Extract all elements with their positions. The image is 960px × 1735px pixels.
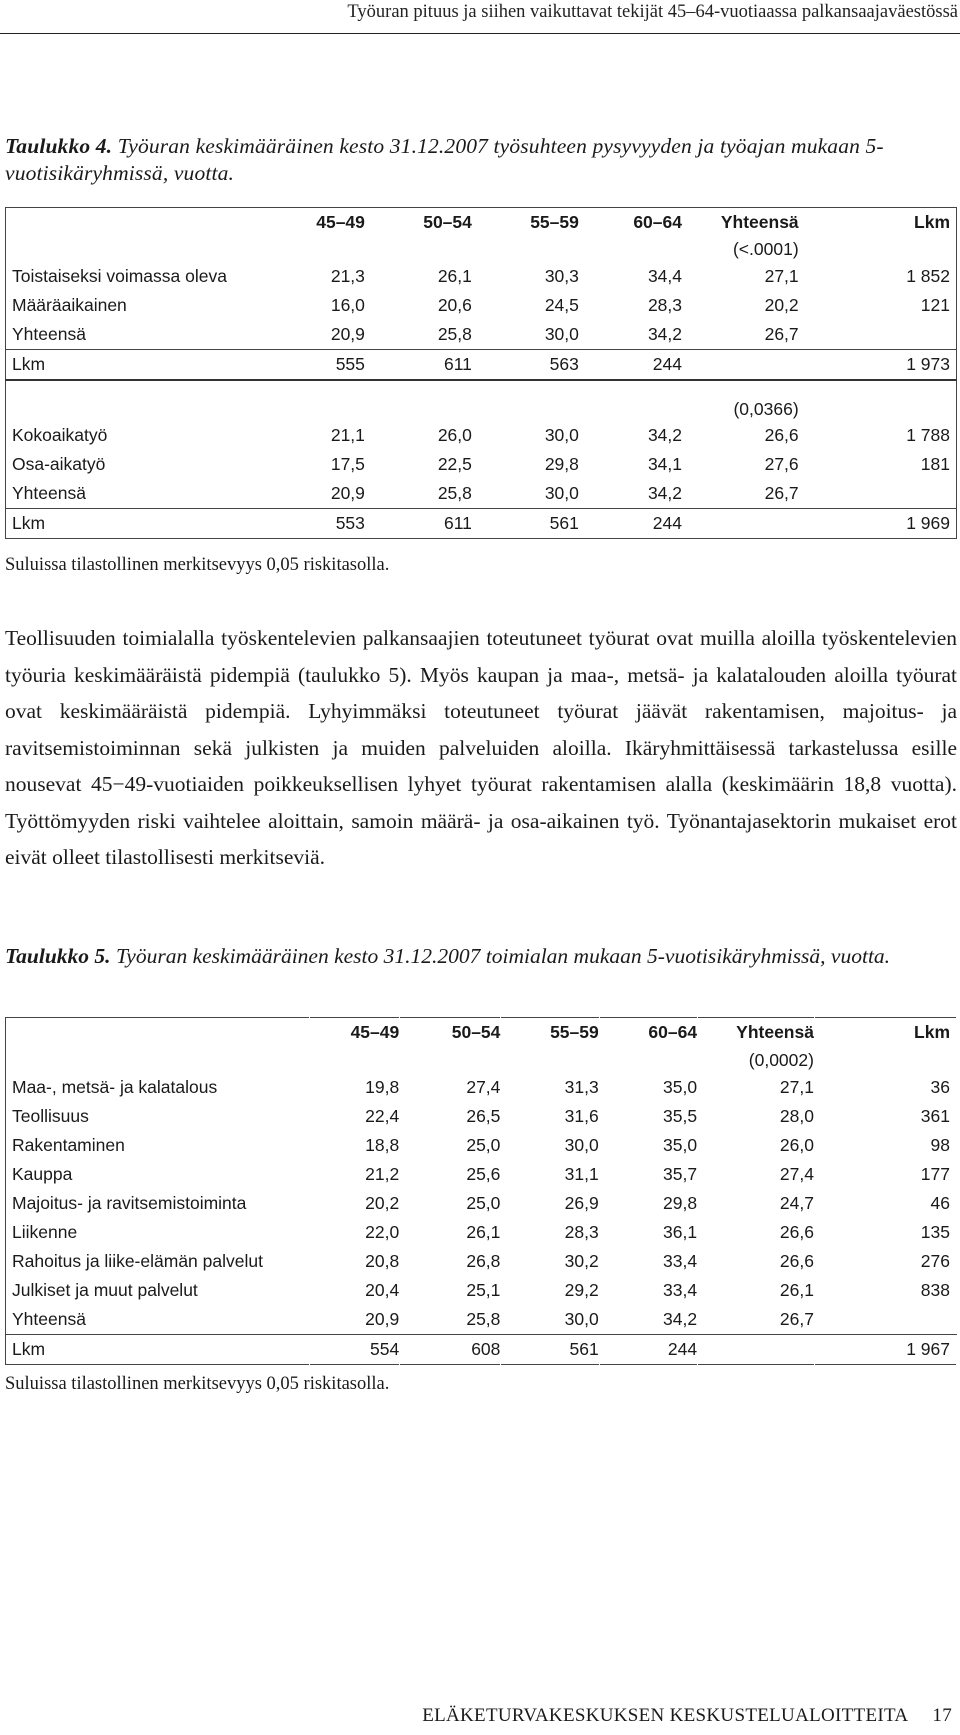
cell: 276 — [920, 1251, 950, 1271]
cell: 26,0 — [437, 425, 472, 445]
table5-header-cell: Lkm — [914, 1022, 950, 1042]
row-label: Maa-, metsä- ja kalatalous — [12, 1077, 218, 1097]
cell: 35,5 — [663, 1106, 698, 1126]
table5-caption-label: Taulukko 5. — [5, 944, 111, 968]
table4-spacer-row — [6, 380, 957, 397]
cell: 244 — [667, 1339, 698, 1359]
cell: 26,7 — [698, 1305, 815, 1335]
table-row — [6, 421, 957, 450]
row-label: Lkm — [12, 354, 46, 374]
cell: 30,0 — [472, 320, 579, 350]
cell: 27,6 — [764, 454, 799, 474]
cell: 27,1 — [779, 1077, 814, 1097]
cell: 29,2 — [564, 1280, 599, 1300]
cell: 34,1 — [647, 454, 682, 474]
cell: 25,8 — [400, 1305, 501, 1335]
row-label: Rakentaminen — [12, 1135, 125, 1155]
cell: 25,0 — [466, 1135, 501, 1155]
row-label: Yhteensä — [6, 320, 273, 350]
row-label: Julkiset ja muut palvelut — [12, 1280, 198, 1300]
row-label: Yhteensä — [6, 1305, 310, 1335]
cell: 30,0 — [472, 479, 579, 509]
cell: 563 — [549, 354, 579, 374]
cell: 31,3 — [564, 1077, 599, 1097]
table4-header-cell — [6, 208, 273, 238]
table-row — [6, 1247, 957, 1276]
table-row — [6, 262, 957, 291]
cell: 26,8 — [466, 1251, 501, 1271]
cell: 29,8 — [544, 454, 579, 474]
cell — [799, 479, 957, 509]
table-row — [6, 1276, 957, 1305]
table5-header-cell: 50–54 — [451, 1022, 501, 1042]
cell: 361 — [920, 1106, 950, 1126]
table5-note: Suluissa tilastollinen merkitsevyys 0,05 riskitasolla. — [5, 1374, 390, 1394]
running-header: Työuran pituus ja siihen vaikuttavat tekijät 45–64-vuotiaassa palkansaajaväestössä — [347, 2, 958, 22]
row-label: Osa-aikatyö — [12, 454, 106, 474]
table5-caption-text: Työuran keskimääräinen kesto 31.12.2007 toimialan mukaan 5-vuotisikäryhmissä, vuotta. — [115, 944, 891, 968]
cell: 30,0 — [501, 1305, 599, 1335]
row-label: Lkm — [12, 513, 46, 533]
table-total-row — [6, 1335, 957, 1365]
cell: 34,4 — [647, 266, 682, 286]
cell: 28,3 — [564, 1222, 599, 1242]
cell: 121 — [920, 295, 950, 315]
cell: 36,1 — [663, 1222, 698, 1242]
cell: 135 — [920, 1222, 950, 1242]
cell: 35,0 — [663, 1077, 698, 1097]
cell: 26,7 — [682, 479, 799, 509]
table5-header-row — [6, 1018, 957, 1048]
cell: 29,8 — [663, 1193, 698, 1213]
table5-header-cell: Yhteensä — [736, 1022, 814, 1042]
row-label: Kokoaikatyö — [12, 425, 108, 445]
table-row — [6, 1218, 957, 1247]
table-total-row — [6, 350, 957, 381]
cell: 177 — [920, 1164, 950, 1184]
page-footer — [12, 1705, 952, 1727]
cell: 17,5 — [330, 454, 365, 474]
row-label: Kauppa — [12, 1164, 73, 1184]
cell: 20,2 — [365, 1193, 400, 1213]
table4-header-cell: 45–49 — [316, 212, 365, 232]
footer-publisher: ELÄKETURVAKESKUKSEN KESKUSTELUALOITTEITA — [422, 1705, 909, 1726]
cell: 244 — [652, 513, 682, 533]
table-row — [6, 320, 957, 350]
cell: 26,1 — [437, 266, 472, 286]
cell: 34,2 — [579, 320, 682, 350]
significance-value: (<.0001) — [732, 239, 799, 259]
cell: 561 — [549, 513, 579, 533]
cell: 20,8 — [365, 1251, 400, 1271]
row-label: Teollisuus — [12, 1106, 89, 1126]
table4 — [5, 207, 957, 539]
row-label: Majoitus- ja ravitsemistoiminta — [12, 1193, 247, 1213]
table4-header-cell: Lkm — [914, 212, 950, 232]
cell: 838 — [920, 1280, 950, 1300]
cell: 25,8 — [365, 479, 472, 509]
table-row — [6, 1189, 957, 1218]
cell: 26,0 — [779, 1135, 814, 1155]
cell: 26,5 — [466, 1106, 501, 1126]
cell: 1 973 — [906, 354, 950, 374]
cell: 1 788 — [906, 425, 950, 445]
cell: 181 — [920, 454, 950, 474]
table5 — [5, 1017, 957, 1365]
significance-value: (0,0002) — [748, 1049, 814, 1070]
row-label: Liikenne — [12, 1222, 78, 1242]
table4-header-cell: Yhteensä — [720, 212, 799, 232]
table4-note: Suluissa tilastollinen merkitsevyys 0,05 riskitasolla. — [5, 555, 390, 575]
cell — [682, 509, 799, 539]
table5-header-cell: 55–59 — [550, 1022, 599, 1042]
table5-header-cell: 60–64 — [648, 1022, 698, 1042]
cell: 26,6 — [764, 425, 799, 445]
cell: 30,0 — [564, 1135, 599, 1155]
cell: 28,0 — [779, 1106, 814, 1126]
table4-header-cell: 60–64 — [633, 212, 682, 232]
cell: 22,4 — [365, 1106, 400, 1126]
cell: 21,2 — [365, 1164, 400, 1184]
cell: 18,8 — [365, 1135, 400, 1155]
cell — [799, 320, 957, 350]
cell: 20,2 — [764, 295, 799, 315]
table-row — [6, 1160, 957, 1189]
cell: 35,7 — [663, 1164, 698, 1184]
row-label: Yhteensä — [6, 479, 273, 509]
row-label: Lkm — [12, 1339, 46, 1359]
table-row — [6, 1102, 957, 1131]
cell: 34,2 — [599, 1305, 697, 1335]
cell: 26,1 — [779, 1280, 814, 1300]
cell: 26,6 — [779, 1251, 814, 1271]
table-row — [6, 479, 957, 509]
cell: 26,9 — [564, 1193, 599, 1213]
cell: 26,7 — [682, 320, 799, 350]
cell: 35,0 — [663, 1135, 698, 1155]
row-label: Toistaiseksi voimassa oleva — [12, 266, 227, 286]
cell: 20,9 — [310, 1305, 400, 1335]
cell: 20,9 — [272, 320, 364, 350]
cell: 25,1 — [466, 1280, 501, 1300]
cell: 16,0 — [330, 295, 365, 315]
cell: 22,5 — [437, 454, 472, 474]
table-row — [6, 450, 957, 479]
table-row — [6, 1131, 957, 1160]
cell: 1 852 — [906, 266, 950, 286]
table4-caption-text: Työuran keskimääräinen kesto 31.12.2007 työsuhteen pysyvyyden ja työajan mukaan 5-vuotisikäryhmissä, vuotta. — [5, 134, 884, 185]
header-rule — [0, 33, 960, 34]
cell: 34,2 — [647, 425, 682, 445]
table-row — [6, 1305, 957, 1335]
body-paragraph: Teollisuuden toimialalla työskentelevien palkansaajien toteutuneet työurat ovat muilla aloilla työskentelevien työuria keskimääräistä pidempiä (taulukko 5). Myös kaupan ja maa-, metsä- ja kalatalouden aloilla työurat ovat keskimääräistä pidempiä. Lyhyimmäksi toteutuneet työurat jäävät rakentamisen, majoitus- ja ravitsemistoiminnan sekä julkisten ja muiden palveluiden aloilla. Ikäryhmittäisessä tarkastelussa esille nousevat 45−49-vuotiaiden poikkeuksellisen lyhyet työurat rakentamisen alalla (keskimäärin 18,8 vuotta). Työttömyyden riski vaihtelee aloittain, samoin määrä- ja osa-aikainen työ. Työnantajasektorin mukaiset erot eivät olleet tilastollisesti merkitseviä. — [5, 626, 957, 869]
table-row — [6, 291, 957, 320]
cell: 22,0 — [365, 1222, 400, 1242]
cell: 611 — [443, 513, 472, 533]
table5-header-cell — [6, 1018, 310, 1048]
cell: 24,5 — [544, 295, 579, 315]
cell: 19,8 — [365, 1077, 400, 1097]
cell: 611 — [443, 354, 472, 374]
cell: 26,1 — [466, 1222, 501, 1242]
table4-header-row — [6, 208, 957, 238]
cell: 27,1 — [764, 266, 799, 286]
table4-significance-row — [6, 397, 957, 421]
page-number: 17 — [932, 1705, 952, 1726]
cell: 33,4 — [663, 1280, 698, 1300]
cell: 554 — [370, 1339, 400, 1359]
cell: 36 — [930, 1077, 950, 1097]
cell: 34,2 — [579, 479, 682, 509]
cell: 26,6 — [779, 1222, 814, 1242]
table4-caption-label: Taulukko 4. — [5, 134, 113, 158]
table5-caption — [5, 943, 955, 970]
cell: 608 — [471, 1339, 501, 1359]
cell: 31,1 — [564, 1164, 599, 1184]
cell: 25,0 — [466, 1193, 501, 1213]
cell — [682, 350, 799, 381]
cell: 98 — [930, 1135, 950, 1155]
table5-significance-row — [6, 1047, 957, 1073]
cell: 561 — [569, 1339, 599, 1359]
cell: 555 — [335, 354, 365, 374]
table4-significance-row — [6, 237, 957, 262]
cell: 28,3 — [647, 295, 682, 315]
cell: 553 — [335, 513, 365, 533]
cell: 30,0 — [544, 425, 579, 445]
cell: 24,7 — [779, 1193, 814, 1213]
cell: 21,3 — [330, 266, 365, 286]
cell: 30,3 — [544, 266, 579, 286]
cell: 25,8 — [365, 320, 472, 350]
table4-caption — [5, 133, 955, 187]
cell: 27,4 — [779, 1164, 814, 1184]
table-total-row — [6, 509, 957, 539]
cell: 21,1 — [330, 425, 365, 445]
cell: 33,4 — [663, 1251, 698, 1271]
cell: 31,6 — [564, 1106, 599, 1126]
significance-value: (0,0366) — [733, 398, 799, 419]
cell: 1 969 — [906, 513, 950, 533]
row-label: Rahoitus ja liike-elämän palvelut — [12, 1251, 263, 1271]
cell — [814, 1305, 956, 1335]
cell: 30,2 — [564, 1251, 599, 1271]
table4-header-cell: 50–54 — [423, 212, 472, 232]
cell: 25,6 — [466, 1164, 501, 1184]
cell: 46 — [930, 1193, 950, 1213]
cell: 1 967 — [906, 1339, 950, 1359]
cell: 27,4 — [466, 1077, 501, 1097]
cell — [698, 1335, 815, 1365]
table-row — [6, 1073, 957, 1102]
cell: 20,4 — [365, 1280, 400, 1300]
cell: 20,6 — [437, 295, 472, 315]
table4-header-cell: 55–59 — [530, 212, 579, 232]
cell: 20,9 — [272, 479, 364, 509]
table5-header-cell: 45–49 — [350, 1022, 400, 1042]
cell: 244 — [652, 354, 682, 374]
row-label: Määräaikainen — [12, 295, 127, 315]
